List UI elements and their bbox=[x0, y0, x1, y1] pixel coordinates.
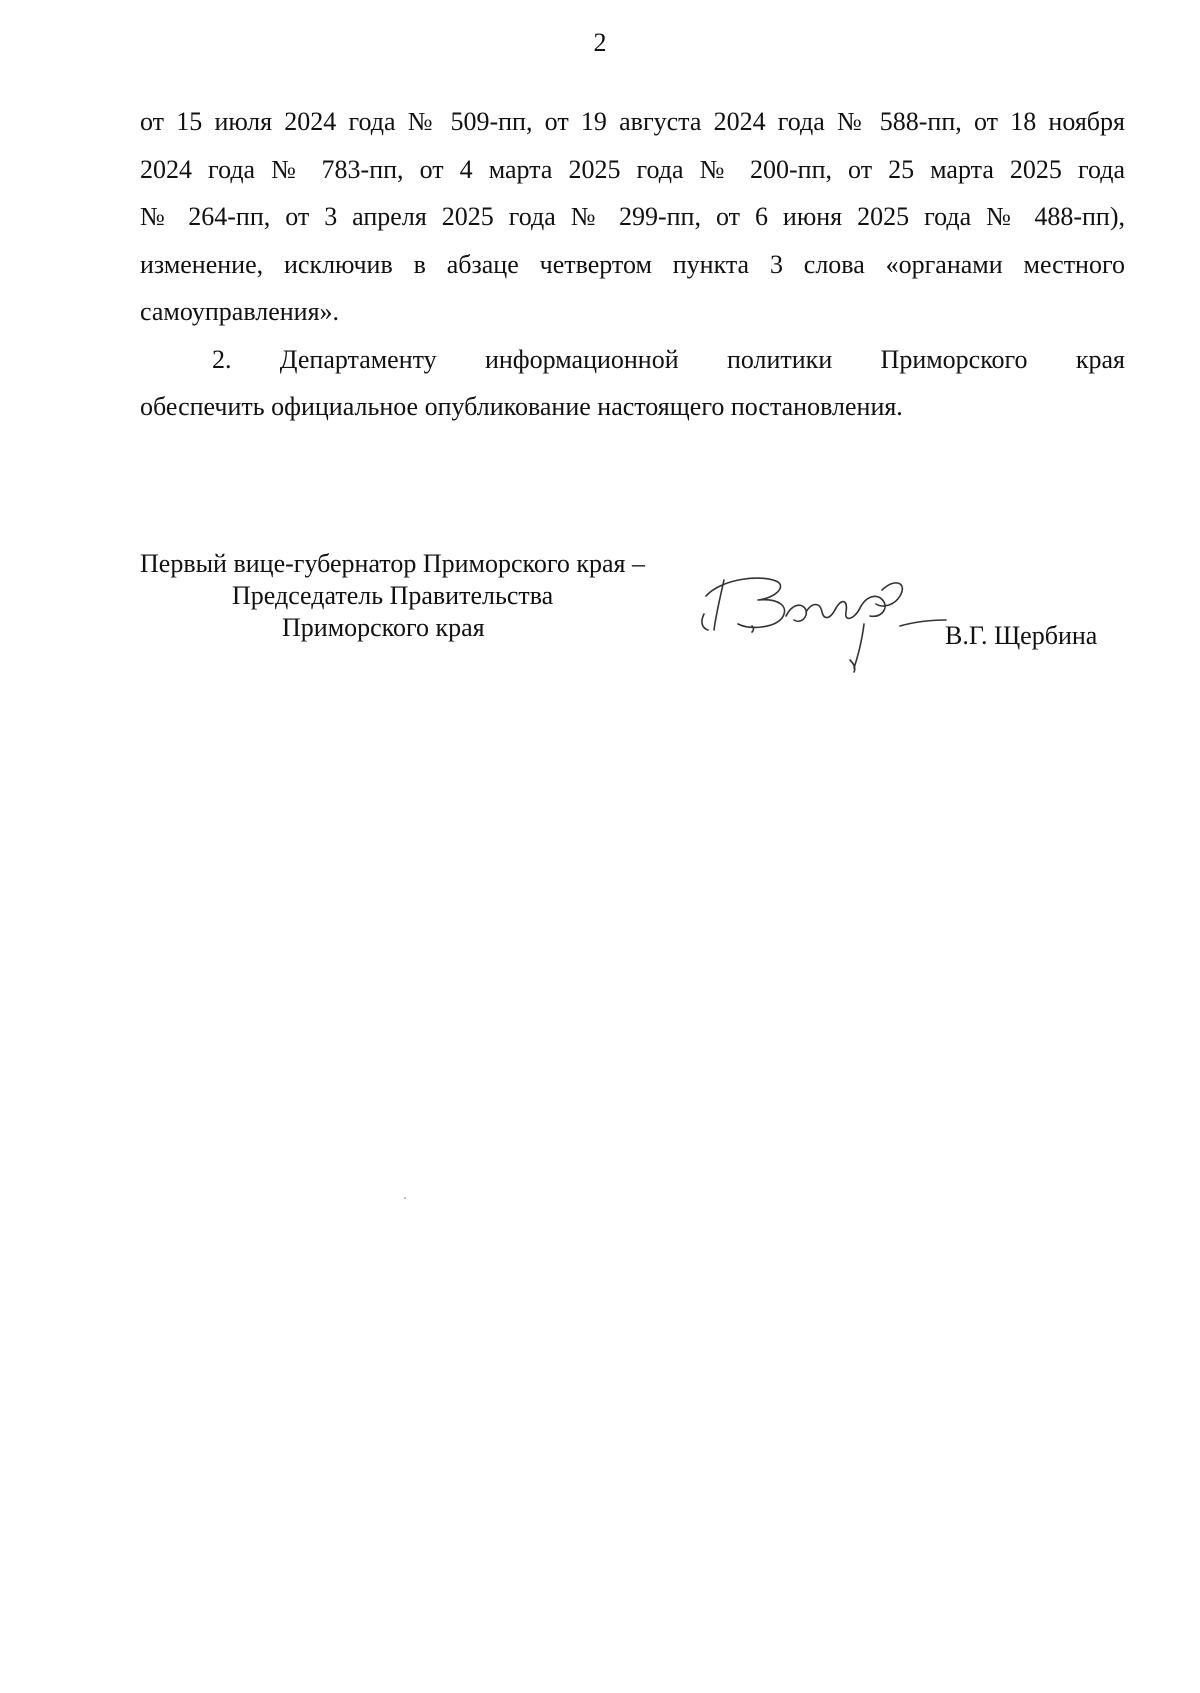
position-line-2: Председатель Правительства bbox=[232, 581, 554, 610]
paragraph-2-line-2: обеспечить официальное опубликование настоящего постановления. bbox=[140, 392, 903, 421]
handwritten-signature bbox=[694, 568, 954, 678]
paragraph-1-line-3: № 264-пп, от 3 апреля 2025 года № 299-пп, от 6 июня 2025 года № 488-пп), bbox=[140, 202, 1125, 231]
position-line-3: Приморского края bbox=[282, 613, 485, 642]
paragraph-2-line-1: 2. Департаменту информационной политики Приморского края bbox=[212, 344, 1125, 374]
paragraph-1-line-2: 2024 года № 783-пп, от 4 марта 2025 года № 200-пп, от 25 марта 2025 года bbox=[140, 154, 1125, 184]
document-body bbox=[140, 98, 1125, 431]
page-number: 2 bbox=[593, 28, 607, 57]
position-line-1: Первый вице-губернатор Приморского края – bbox=[140, 549, 645, 578]
paragraph-1-line-5: самоуправления». bbox=[140, 297, 340, 326]
scan-speck bbox=[404, 1197, 406, 1199]
paragraph-1-line-4: изменение, исключив в абзаце четвертом пункта 3 слова «органами местного bbox=[140, 249, 1125, 279]
signer-name: В.Г. Щербина bbox=[945, 621, 1098, 650]
paragraph-1-line-1: от 15 июля 2024 года № 509-пп, от 19 августа 2024 года № 588-пп, от 18 ноября bbox=[140, 107, 1125, 136]
signatory-position bbox=[140, 548, 645, 644]
